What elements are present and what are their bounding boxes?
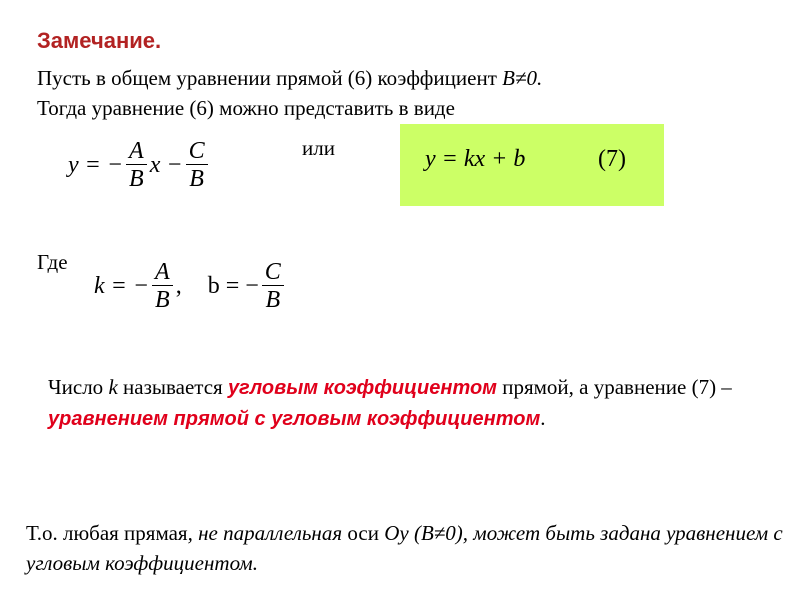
fraction-denominator: B [129, 166, 144, 192]
para1-text: . [540, 406, 546, 430]
fraction-numerator: C [188, 138, 205, 164]
formula-y-general [68, 138, 211, 193]
para1-text: называется [117, 375, 228, 399]
formula1-lhs: y = − [68, 152, 124, 178]
fraction-numerator: C [264, 259, 281, 285]
intro-condition: B≠0. [502, 66, 543, 90]
formula1-mid: x − [149, 152, 183, 178]
para2-text: Oy (B≠0), может быть задана уравнением с угловым коэффициентом. [26, 521, 783, 575]
para2-text: , не параллельная [187, 521, 343, 545]
k-lhs: k = − [94, 273, 150, 299]
fraction-c-over-b [186, 138, 208, 193]
or-label: или [302, 136, 335, 160]
fraction-numerator: A [155, 259, 170, 285]
fraction-a-over-b [126, 138, 147, 193]
formula-k-b [94, 259, 287, 314]
term-slope-equation: уравнением прямой с угловым коэффициентом [48, 408, 541, 430]
conclusion-paragraph [26, 518, 786, 578]
fraction-denominator: B [265, 287, 281, 313]
intro-text [37, 63, 542, 123]
fraction-denominator: B [189, 166, 204, 192]
para1-text: прямой, а уравнение (7) – [496, 375, 732, 399]
para1-k: k [108, 375, 118, 399]
slope-definition-paragraph [48, 372, 748, 434]
fraction-denominator: B [155, 287, 170, 313]
fraction-a-over-b [152, 259, 173, 314]
where-label: Где [37, 250, 68, 274]
para2-text: оси [342, 521, 385, 545]
equation-number: (7) [598, 146, 626, 172]
b-lhs: b = − [207, 273, 259, 299]
remark-title: Замечание. [37, 28, 162, 53]
formula-slope-intercept: y = kx + b [425, 146, 526, 172]
fraction-numerator: A [129, 138, 144, 164]
intro-line2: Тогда уравнение (6) можно представить в виде [37, 96, 455, 120]
fraction-c-over-b [262, 259, 284, 314]
term-slope: угловым коэффициентом [227, 377, 497, 399]
intro-line1: Пусть в общем уравнении прямой (6) коэффициент [37, 66, 503, 90]
separator-comma: , [175, 273, 182, 299]
para1-text: Число [48, 375, 109, 399]
para2-text: Т.о. любая прямая [26, 521, 188, 545]
